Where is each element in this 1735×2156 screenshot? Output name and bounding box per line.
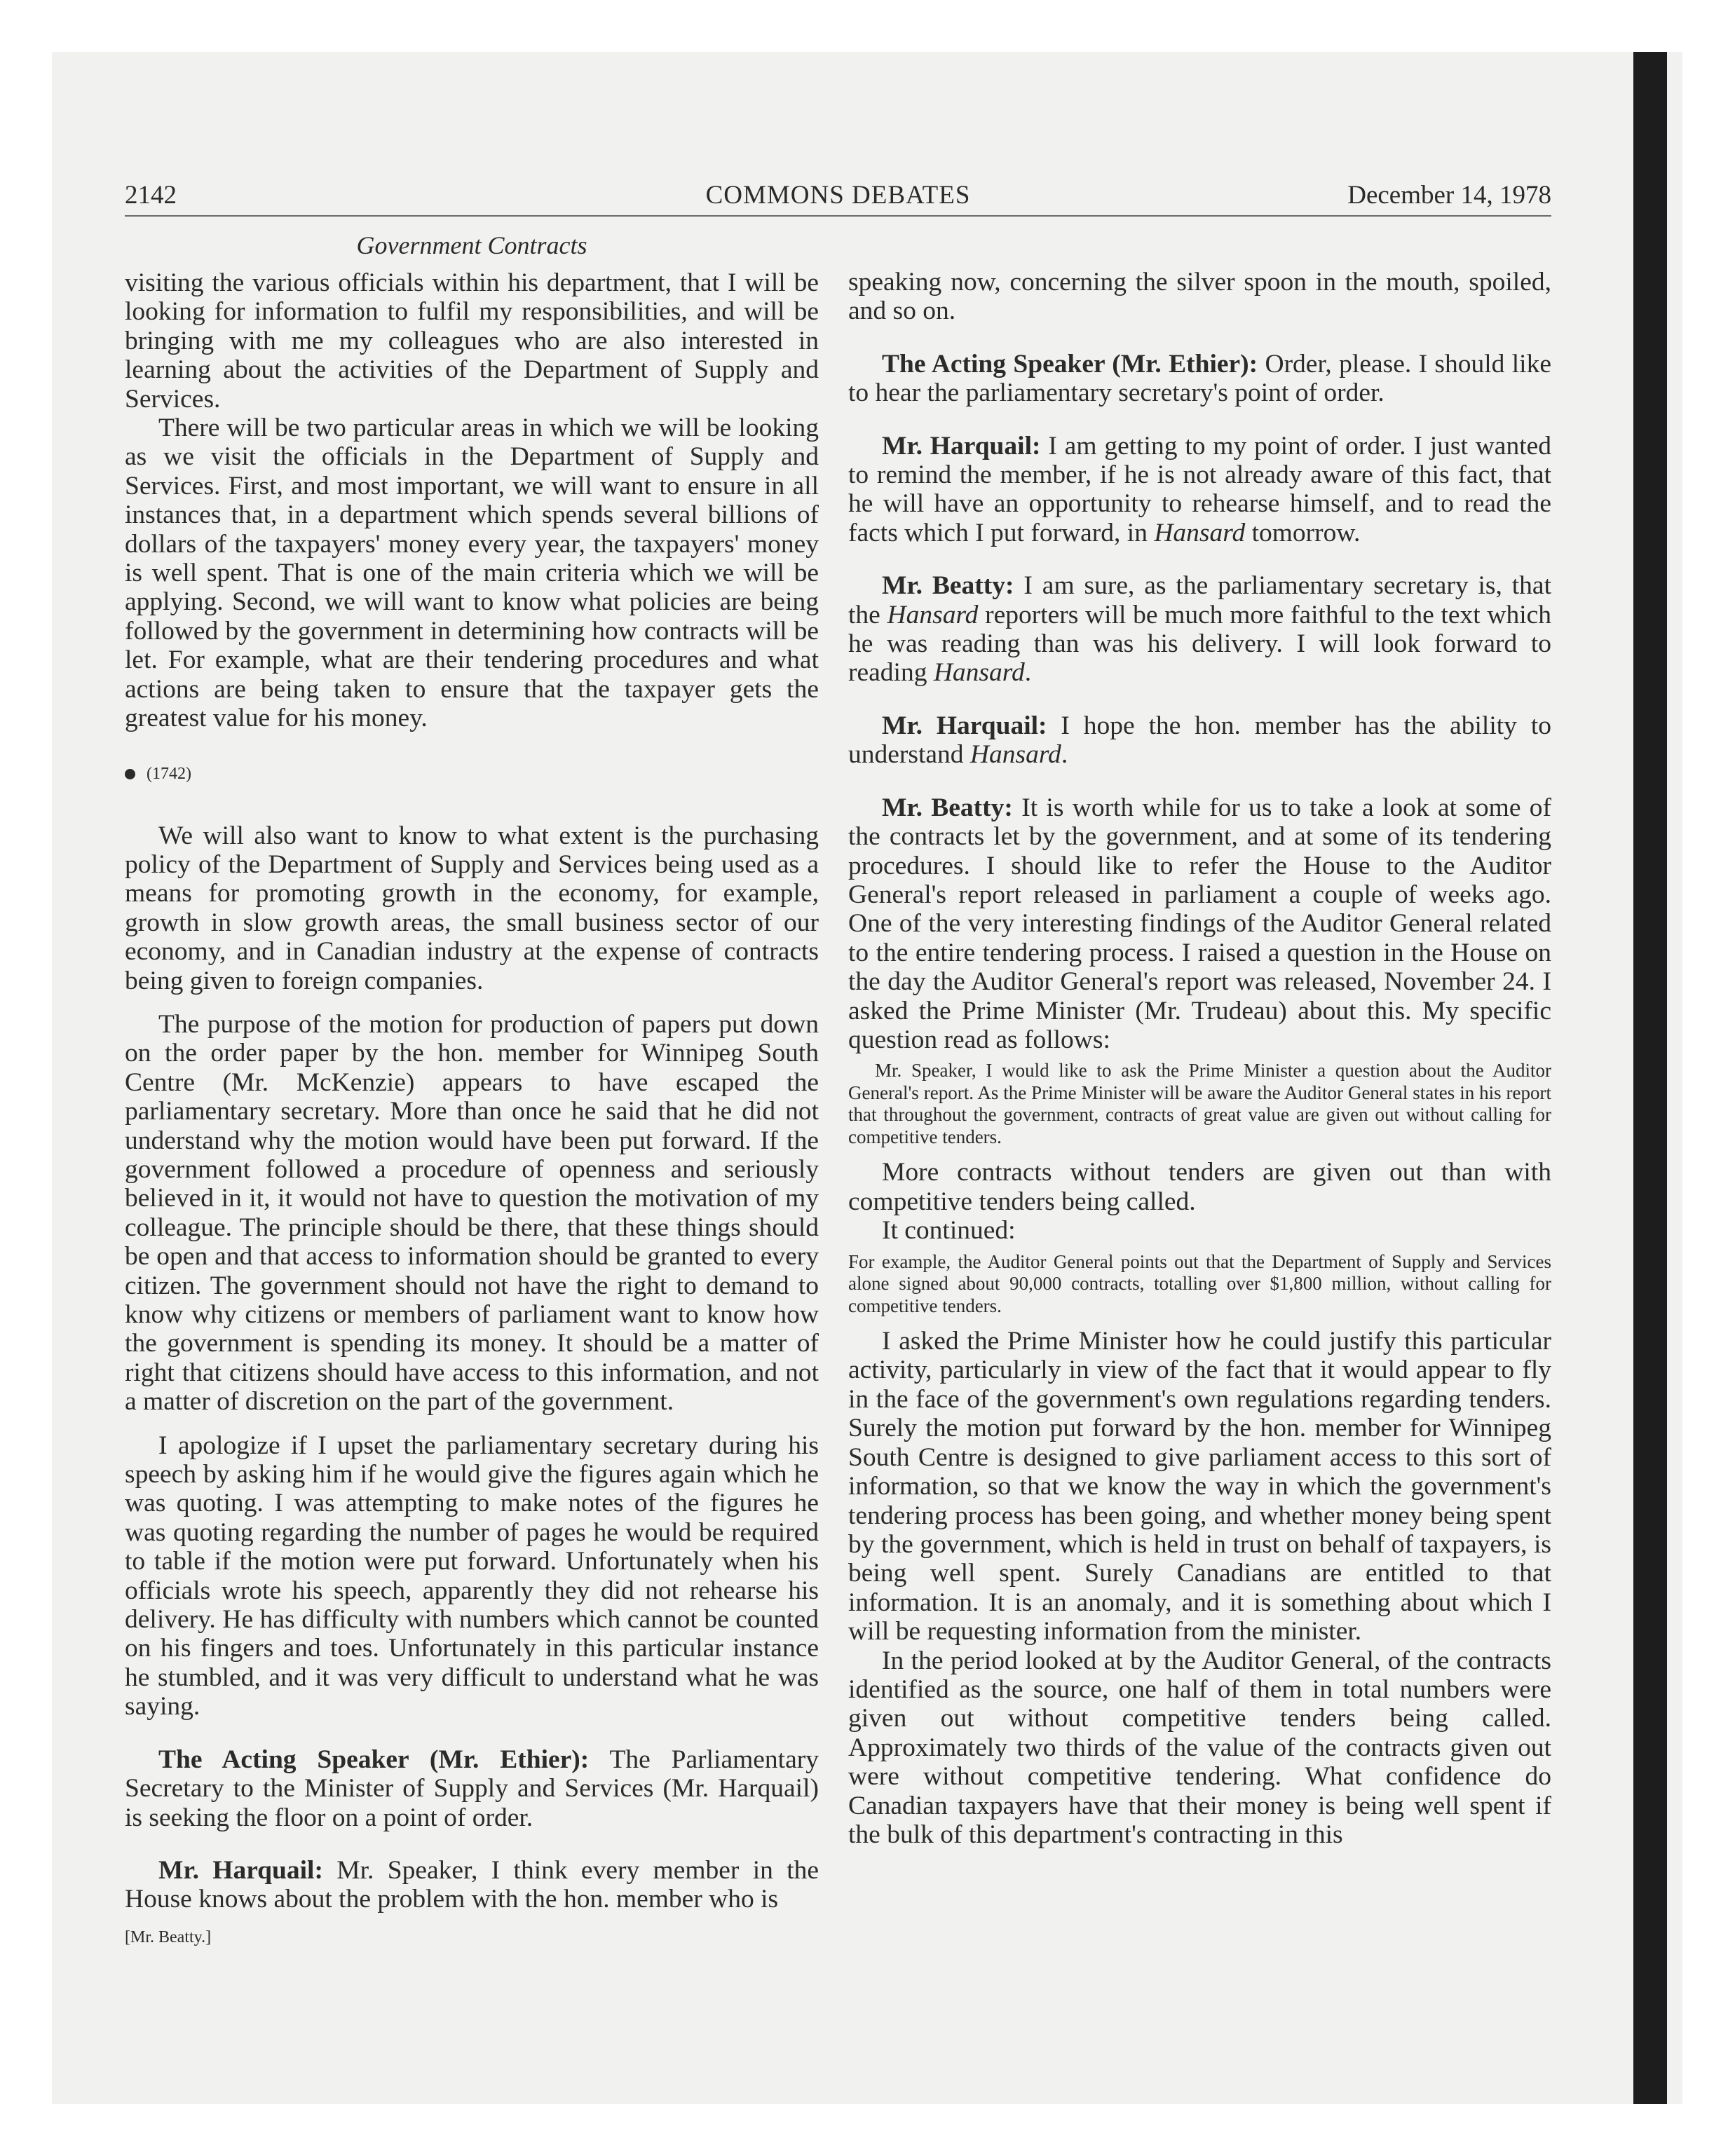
speaker-name: Mr. Harquail: [882,431,1041,460]
paragraph: speaking now, concerning the silver spoon in the mouth, spoiled, and so on. [848,268,1551,326]
italic-text: Hansard [1154,518,1246,547]
speech-text: tomorrow. [1251,518,1361,547]
paragraph: More contracts without tenders are given out than with competitive tenders being called. [848,1158,1551,1216]
speech-text: I am getting to my point of order. I just wanted to remind the member, if he is not already aware of this fact, that he will have an opportunity to rehearse himself, and to read the facts which I put forward, in [848,431,1552,547]
speech-text: reporters will be much more faithful to the text which he was reading than was his delivery. I will look forward to reading [848,600,1552,688]
speech-text: It is worth while for us to take a look at some of the contracts let by the government, and at some of its tendering procedures. I should like to refer the House to the Auditor General's report released in parliament a couple of weeks ago. One of the very interesting findings of the Auditor General related to the entire tendering process. I raised a question in the House on the day the Auditor General's report was released, November 24. I asked the Prime Minister (Mr. Trudeau) about this. My specific question read as follows: [848,793,1552,1054]
paragraph: There will be two particular areas in which we will be looking as we visit the officials in the Department of Supply and Services. First, and most important, we will want to ensure in all instances that, in a department which spends several billions of dollars of the taxpayers' money every year, the taxpayers' money is well spent. That is one of the main criteria which we will be applying. Second, we will want to know what policies are being followed by the government in determining how contracts will be let. For example, what are their tendering procedures and what actions are being taken to ensure that the taxpayer gets the greatest value for his money. [125,414,819,733]
speech-text: Order, please. I should like to hear the parliamentary secretary's point of order. [848,349,1551,408]
page-header [125,179,1551,217]
italic-text: Hansard [969,740,1061,770]
paragraph: The purpose of the motion for production of papers put down on the order paper by the hon. member for Winnipeg South Centre (Mr. McKenzie) appears to have escaped the parliamentary secretary. More than once he said that he did not understand why the motion would have been put forward. If the government followed a procedure of openness and seriously believed in it, it would not have to question the motivation of my colleague. The principle should be there, that these things should be open and that access to information should be granted to every citizen. The government should not have the right to demand to know why citizens or members of parliament want to know how the government is spending its money. It should be a matter of right that citizens should have access to this information, and not a matter of discretion on the part of the government. [125,1009,819,1417]
paragraph: I apologize if I upset the parliamentary secretary during his speech by asking him if he would give the figures again which he was quoting. I was attempting to make notes of the figures he was quoting regarding the number of pages he would be required to table if the motion were put forward. Unfortunately when his officials wrote his speech, apparently they did not rehearse his delivery. He has difficulty with numbers which cannot be counted on his fingers and toes. Unfortunately in this particular instance he stumbled, and it was very difficult to understand what he was saying. [125,1431,819,1721]
section-title: Government Contracts [356,231,587,259]
block-quote: Mr. Speaker, I would like to ask the Prime Minister a question about the Auditor General's report. As the Prime Minister will be aware the Auditor General states in his report that throughout the government, contracts of great value are given out without calling for competitive tenders. [848,1060,1551,1147]
speech-text: I hope the hon. member has the ability to understand [848,711,1551,770]
speech-paragraph [125,1745,819,1832]
right-column [848,268,1551,1849]
paragraph: I asked the Prime Minister how he could justify this particular activity, particularly in view of the fact that it would appear to fly in the face of the government's own regulations regarding tenders. Surely the motion put forward by the hon. member for Winnipeg South Centre is designed to give parliament access to this sort of information, so that we know the way in which the government's tendering process has been going, and whether money being spent by the government, which is held in trust on behalf of taxpayers, is being well spent. Surely Canadians are entitled to that information. It is an anomaly, and it is something about which I will be requesting information from the minister. [848,1327,1551,1646]
speech-paragraph [848,571,1551,688]
speech-paragraph [848,350,1551,408]
paragraph: It continued: [882,1216,1016,1246]
left-column [125,231,819,1948]
speech-text: . [1024,658,1032,688]
paragraph: visiting the various officials within his department, that I will be looking for information to fulfil my responsibilities, and will be bringing with me my colleagues who are also interested in learning about the activities of the Department of Supply and Services. [125,268,819,414]
italic-text: Hansard [887,600,979,629]
speaker-name: Mr. Beatty: [882,793,1013,822]
speech-text: Mr. Speaker, I think every member in the House knows about the problem with the hon. member who is [125,1855,819,1914]
speaker-attribution: [Mr. Beatty.] [125,1928,212,1946]
speech-paragraph [125,1856,819,1914]
page-number: 2142 [125,181,177,210]
time-marker [125,763,819,784]
bullet-icon [125,769,135,779]
italic-text: Hansard [933,658,1025,688]
speech-text: The Parliamentary Secretary to the Minister of Supply and Services (Mr. Harquail) is seeking the floor on a point of order. [125,1745,819,1832]
publication-date: December 14, 1978 [1347,181,1551,210]
speech-paragraph [848,432,1551,548]
block-quote: For example, the Auditor General points out that the Department of Supply and Services alone signed about 90,000 contracts, totalling over $1,800 million, without calling for competitive tenders. [848,1250,1551,1316]
speaker-name: The Acting Speaker (Mr. Ethier): [882,349,1258,378]
publication-title: COMMONS DEBATES [705,181,971,210]
speech-paragraph [848,793,1551,1055]
speech-text: . [1061,740,1068,770]
paragraph: We will also want to know to what extent is the purchasing policy of the Department of Supply and Services being used as a means for promoting growth in the economy, for example, growth in slow growth areas, the small business sector of our economy, and in Canadian industry at the expense of contracts being given to foreign companies. [125,821,819,995]
speech-text: I am sure, as the parliamentary secretary is, that the [848,571,1551,629]
time-marker-label: (1742) [147,764,191,783]
speech-paragraph [848,711,1551,770]
speaker-name: The Acting Speaker (Mr. Ethier): [158,1745,590,1774]
speaker-name: Mr. Harquail: [882,711,1047,740]
paragraph: In the period looked at by the Auditor General, of the contracts identified as the source, one half of them in total numbers were given out without competitive tenders being called. Approximately two thirds of the value of the contracts given out were without competitive tendering. What confidence do Canadian taxpayers have that their money is being well spent if the bulk of this department's contracting in this [848,1646,1551,1849]
speaker-name: Mr. Beatty: [882,571,1014,601]
speaker-name: Mr. Harquail: [158,1855,323,1885]
scan-edge-bar [1633,52,1667,2104]
